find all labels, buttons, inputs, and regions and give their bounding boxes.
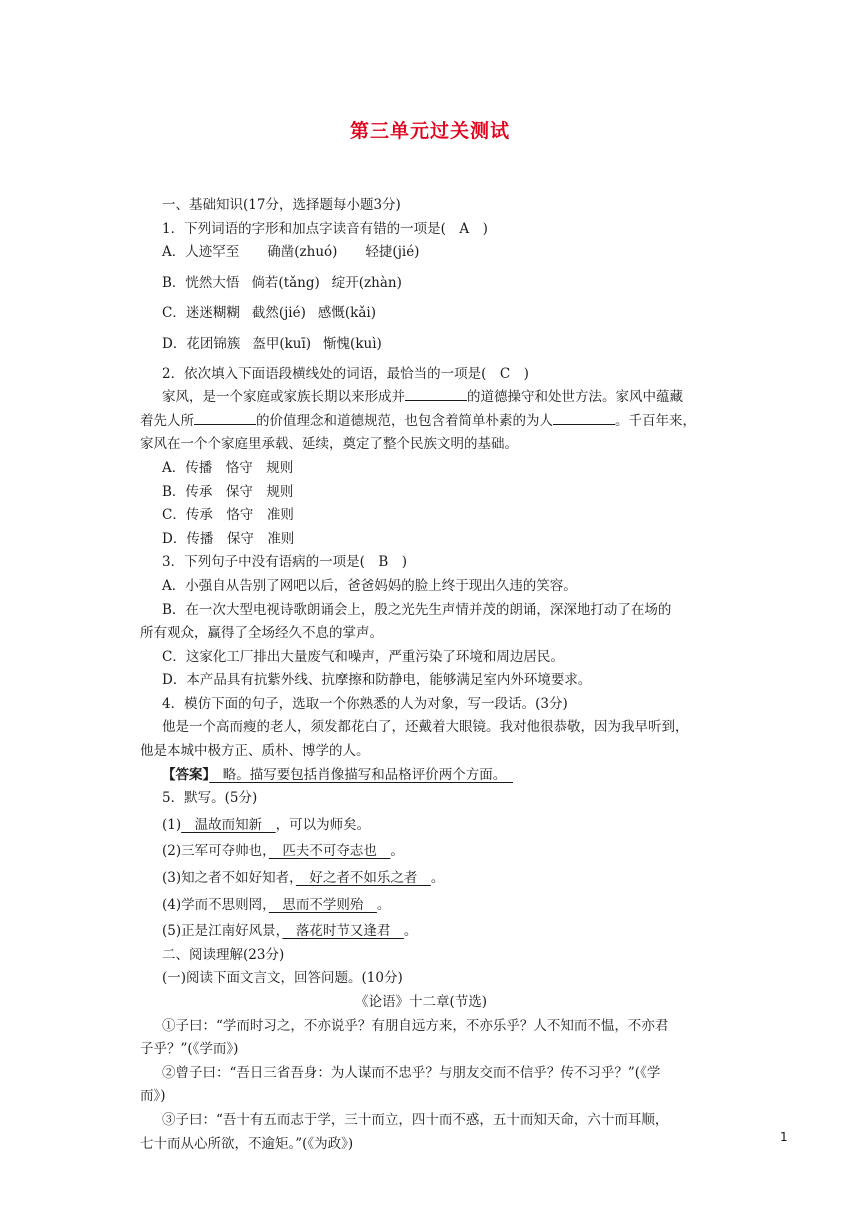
question-1-option-c: C．迷迷糊糊 截然(jié) 感慨(kǎi) [162, 305, 376, 322]
question-4-passage-cont: 他是本城中极方正、质朴、博学的人。 [140, 743, 370, 760]
question-1-stem: 1．下列词语的字形和加点字读音有错的一项是( A ) [162, 220, 488, 237]
reading-chapter-cont: 七十而从心所欲，不逾矩。”(《为政》) [140, 1135, 354, 1152]
question-1-option-d: D．花团锦簇 盔甲(kuī) 惭愧(kuì) [162, 335, 382, 352]
question-2-option: C．传承 恪守 准则 [162, 507, 294, 524]
dictation-item: (1) 温故而知新 ，可以为师矣。 [162, 816, 371, 833]
dictation-item: (3)知之者不如好知者， 好之者不如乐之者 。 [162, 870, 445, 887]
question-4-answer [162, 764, 702, 788]
page-title: 第三单元过关测试 [349, 120, 510, 142]
question-2-passage-line: 着先人所 的价值理念和道德规范，也包含着简单朴素的为人 。千百年来， [140, 410, 702, 434]
question-2-option: A．传播 恪守 规则 [162, 459, 294, 476]
question-3-stem: 3．下列句子中没有语病的一项是( B ) [162, 554, 408, 571]
question-5-stem: 5．默写。(5分) [162, 790, 258, 807]
page-number: 1 [780, 1130, 788, 1144]
question-1-option-b: B．恍然大悟 倘若(tǎng) 绽开(zhàn) [162, 274, 402, 291]
reading-chapter-cont: 子乎？”(《学而》) [140, 1041, 239, 1058]
question-3-option-a: A．小强自从告别了网吧以后，爸爸妈妈的脸上终于现出久违的笑容。 [162, 577, 577, 594]
reading-chapter-cont: 而》) [140, 1088, 166, 1105]
question-2-passage-line: 家风在一个个家庭里承载、延续，奠定了整个民族文明的基础。 [140, 436, 518, 453]
question-2-passage-line: 家风，是一个家庭或家族长期以来形成并 的道德操守和处世方法。家风中蕴藏 [162, 386, 702, 410]
question-3-option-c: C．这家化工厂排出大量废气和噪声，严重污染了环境和周边居民。 [162, 648, 564, 665]
document-body [140, 194, 702, 1156]
question-2-option: D．传播 保守 准则 [162, 530, 295, 547]
question-1-option-a: A．人迹罕至 确凿(zhuó) 轻捷(jié) [162, 244, 420, 261]
dictation-item: (5)正是江南好风景， 落花时节又逢君 。 [162, 923, 418, 940]
reading-chapter: ③子曰：“吾十有五而志于学，三十而立，四十而不惑，五十而知天命，六十而耳顺， [162, 1111, 669, 1128]
dictation-item: (2)三军可夺帅也， 匹夫不可夺志也 。 [162, 843, 404, 860]
section-heading: 一、基础知识(17分，选择题每小题3分) [162, 197, 401, 213]
answer-tag: 【答案】 [162, 766, 210, 783]
question-4-passage: 他是一个高而瘦的老人，须发都花白了，还戴着大眼镜。我对他很恭敬，因为我早听到， [162, 719, 689, 736]
question-3-option-b: B．在一次大型电视诗歌朗诵会上，殷之光先生声情并茂的朗诵，深深地打动了在场的 [162, 601, 672, 618]
reading-heading: 《论语》十二章(节选) [354, 994, 488, 1010]
question-2-option: B．传承 保守 规则 [162, 483, 294, 500]
reading-intro: (一)阅读下面文言文，回答问题。(10分) [162, 970, 403, 987]
question-2-stem: 2．依次填入下面语段横线处的词语，最恰当的一项是( C ) [162, 365, 529, 382]
reading-chapter: ①子曰：“学而时习之，不亦说乎？有朋自远方来，不亦乐乎？人不知而不愠，不亦君 [162, 1017, 669, 1034]
reading-chapter: ②曾子曰：“吾日三省吾身：为人谋而不忠乎？与朋友交而不信乎？传不习乎？”(《学 [162, 1064, 661, 1081]
question-4-stem: 4．模仿下面的句子，选取一个你熟悉的人为对象，写一段话。(3分) [162, 695, 568, 712]
section-heading: 二、阅读理解(23分) [162, 946, 285, 963]
dictation-item: (4)学而不思则罔， 思而不学则殆 。 [162, 896, 391, 913]
answer-text: 略。描写要包括肖像描写和品格评价两个方面。 [209, 766, 513, 783]
question-3-option-b-cont: 所有观众，赢得了全场经久不息的掌声。 [140, 625, 383, 642]
question-3-option-d: D．本产品具有抗紫外线、抗摩擦和防静电，能够满足室内外环境要求。 [162, 672, 592, 689]
